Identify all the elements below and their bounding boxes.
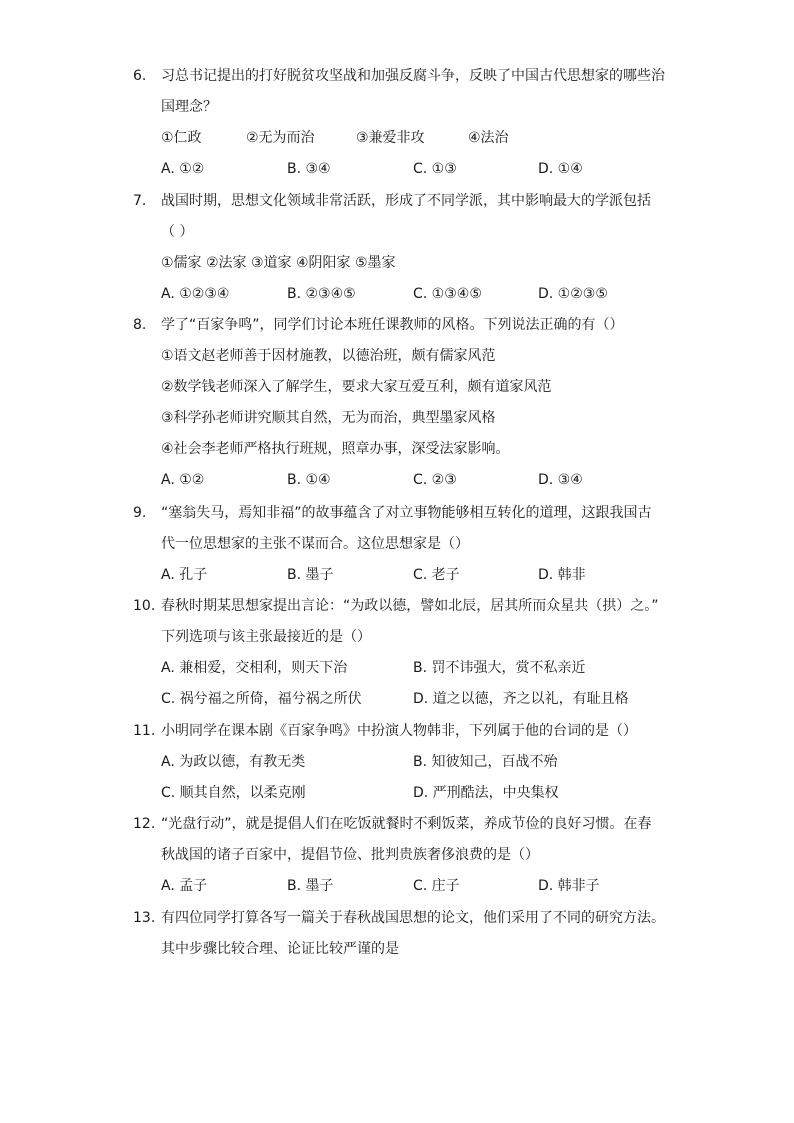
option-d: D. ①②③⑤ <box>538 286 608 302</box>
question-text-line: 战国时期，思想文化领域非常活跃，形成了不同学派，其中影响最大的学派包括 <box>161 193 651 209</box>
option-d: D. ③④ <box>538 472 583 488</box>
question-text-line: 国理念？ <box>161 99 217 115</box>
option-b: B. ③④ <box>287 161 331 177</box>
option-b: B. 罚不讳强大，赏不私亲近 <box>413 660 586 676</box>
question-text-line: 小明同学在课本剧《百家争鸣》中扮演人物韩非，下列属于他的台词的是（） <box>161 723 637 739</box>
question-number: 7. <box>133 193 147 209</box>
item: ④法治 <box>468 130 509 146</box>
option-b: B. ②③④⑤ <box>287 286 356 302</box>
option-c: C. 顺其自然，以柔克刚 <box>161 785 306 801</box>
option-c: C. 庄子 <box>413 878 460 894</box>
option-a: A. 为政以德，有教无类 <box>161 754 306 770</box>
question-number: 9. <box>133 505 147 521</box>
option-d: D. 韩非子 <box>538 878 600 894</box>
statement: ①语文赵老师善于因材施教，以德治班，颇有儒家风范 <box>161 348 496 364</box>
option-b: B. 墨子 <box>287 878 334 894</box>
option-a: A. 孟子 <box>161 878 208 894</box>
question-text-line: 下列选项与该主张最接近的是（） <box>161 629 371 645</box>
option-d: D. 严刑酷法，中央集权 <box>413 785 559 801</box>
option-b: B. 墨子 <box>287 567 334 583</box>
option-c: C. ①③ <box>413 161 457 177</box>
question-text-line: 春秋时期某思想家提出言论：“为政以德，譬如北辰，居其所而众星共（拱）之。” <box>161 598 659 614</box>
question-text-line: 习总书记提出的打好脱贫攻坚战和加强反腐斗争，反映了中国古代思想家的哪些治 <box>161 68 665 84</box>
option-c: C. 祸兮福之所倚，福兮祸之所伏 <box>161 691 362 707</box>
option-a: A. ①② <box>161 161 205 177</box>
option-d: D. 道之以德，齐之以礼，有耻且格 <box>413 691 629 707</box>
option-a: A. ①② <box>161 472 205 488</box>
statement: ③科学孙老师讲究顺其自然，无为而治，典型墨家风格 <box>161 410 496 426</box>
option-d: D. ①④ <box>538 161 583 177</box>
question-text-line: 学了“百家争鸣”，同学们讨论本班任课教师的风格。下列说法正确的有（） <box>161 317 624 333</box>
question-text-line: “塞翁失马，焉知非福”的故事蕴含了对立事物能够相互转化的道理，这跟我国古 <box>161 505 652 521</box>
question-text-line: 有四位同学打算各写一篇关于春秋战国思想的论文，他们采用了不同的研究方法。 <box>161 910 665 926</box>
question-number: 11. <box>133 723 156 739</box>
question-text-line: 秋战国的诸子百家中，提倡节俭、批判贵族奢侈浪费的是（） <box>161 847 539 863</box>
question-number: 13. <box>133 910 156 926</box>
option-c: C. 老子 <box>413 567 460 583</box>
option-c: C. ①③④⑤ <box>413 286 482 302</box>
question-number: 10. <box>133 598 156 614</box>
question-text-line: 其中步骤比较合理、论证比较严谨的是 <box>161 941 399 957</box>
item: ①仁政 <box>161 130 202 146</box>
question-text-line: 代一位思想家的主张不谋而合。这位思想家是（） <box>161 536 469 552</box>
question-text-line: （ ） <box>161 224 194 240</box>
question-number: 8. <box>133 317 147 333</box>
statement: ④社会李老师严格执行班规，照章办事，深受法家影响。 <box>161 441 510 457</box>
option-a: A. 孔子 <box>161 567 208 583</box>
option-a: A. ①②③④ <box>161 286 230 302</box>
item: ③兼爱非攻 <box>356 130 425 146</box>
question-number: 6. <box>133 68 147 84</box>
option-c: C. ②③ <box>413 472 457 488</box>
option-b: B. ①④ <box>287 472 331 488</box>
option-b: B. 知彼知己，百战不殆 <box>413 754 558 770</box>
question-text-line: “光盘行动”，就是提倡人们在吃饭就餐时不剩饭菜，养成节俭的良好习惯。在春 <box>161 816 652 832</box>
statement: ②数学钱老师深入了解学生，要求大家互爱互利，颇有道家风范 <box>161 379 552 395</box>
question-number: 12. <box>133 816 156 832</box>
option-d: D. 韩非 <box>538 567 586 583</box>
item: ②无为而治 <box>246 130 315 146</box>
items-line: ①儒家 ②法家 ③道家 ④阴阳家 ⑤墨家 <box>161 255 396 271</box>
option-a: A. 兼相爱，交相利，则天下治 <box>161 660 348 676</box>
